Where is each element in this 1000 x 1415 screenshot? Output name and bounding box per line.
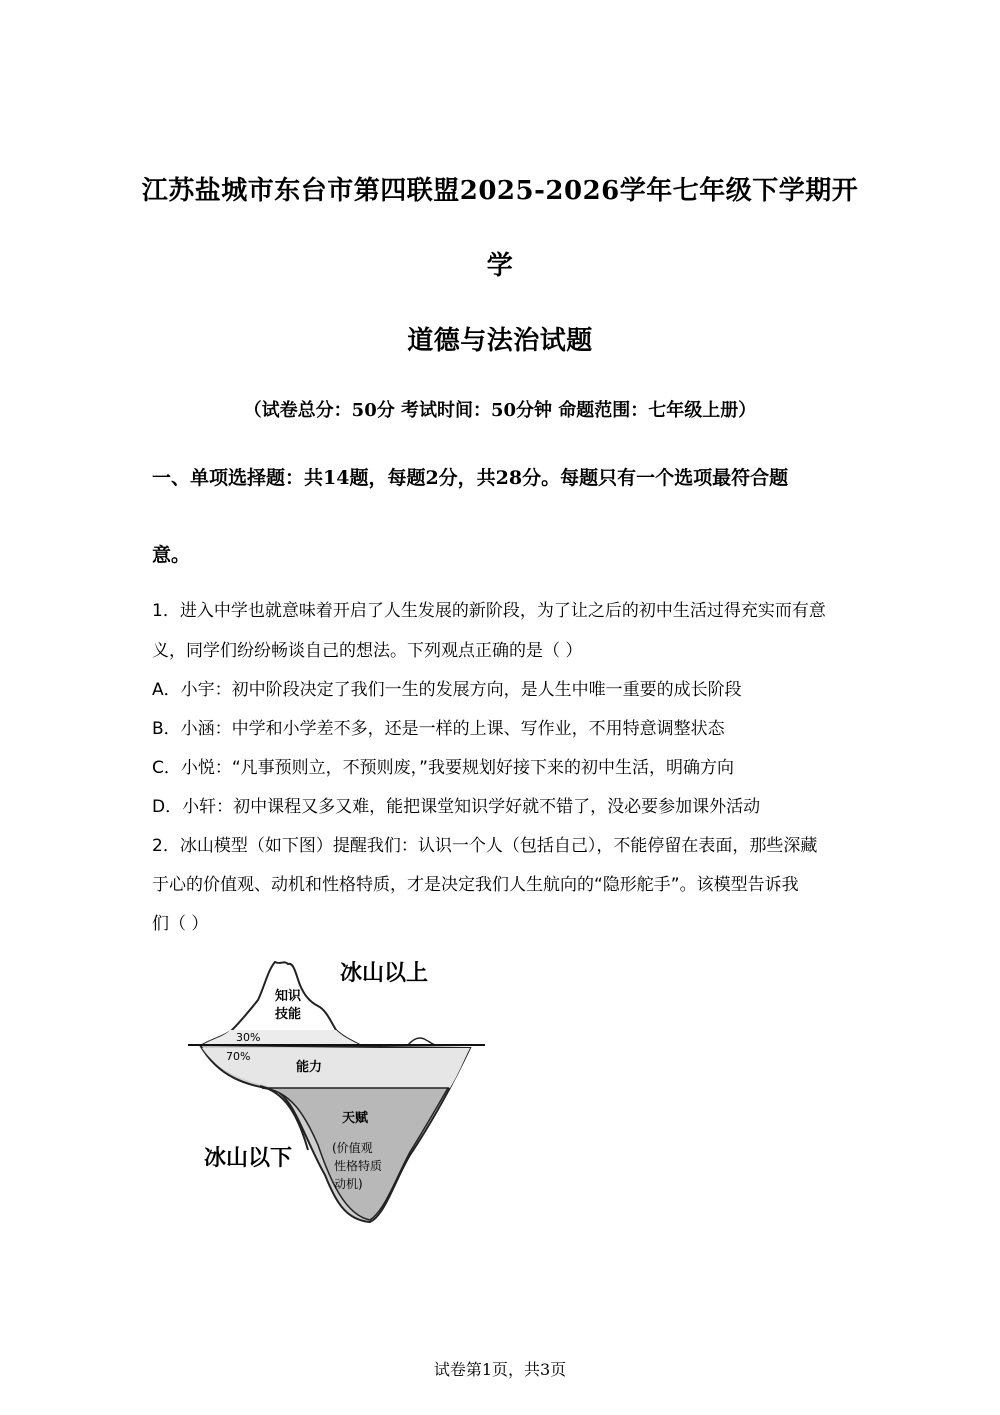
label-below-water: 冰山以下	[204, 1146, 293, 1171]
q1-option-b: B．小涵：中学和小学差不多，还是一样的上课、写作业，不用特意调整状态	[152, 719, 725, 739]
title-line-2: 学	[486, 251, 514, 281]
label-30-percent: 30%	[236, 1031, 261, 1044]
label-skill: 技能	[275, 1007, 302, 1022]
q1-option-c: C．小悦：“凡事预则立，不预则废，”我要规划好接下来的初中生活，明确方向	[152, 758, 734, 778]
q2-stem-line-3: 们（ ）	[152, 914, 209, 934]
q1-stem-line-2: 义，同学们纷纷畅谈自己的想法。下列观点正确的是（ ）	[152, 641, 583, 661]
title-line-1: 江苏盐城市东台市第四联盟2025-2026学年七年级下学期开	[141, 176, 859, 206]
label-ability: 能力	[296, 1060, 323, 1075]
section-heading-cont: 意。	[152, 544, 191, 566]
label-traits: 性格特质	[334, 1159, 383, 1173]
ice-floe	[408, 1038, 435, 1045]
label-above-water: 冰山以上	[340, 961, 429, 986]
label-motive: 动机)	[334, 1177, 363, 1191]
q1-stem-line-1: 1．进入中学也就意味着开启了人生发展的新阶段，为了让之后的初中生活过得充实而有意	[152, 601, 826, 621]
q1-option-a: A．小宇：初中阶段决定了我们一生的发展方向，是人生中唯一重要的成长阶段	[152, 680, 742, 700]
page-footer: 试卷第1页，共3页	[433, 1360, 567, 1379]
exam-info: （试卷总分：50分 考试时间：50分钟 命题范围：七年级上册）	[243, 400, 757, 421]
q2-stem-line-2: 于心的价值观、动机和性格特质，才是决定我们人生航向的“隐形舵手”。该模型告诉我	[152, 875, 799, 895]
iceberg-diagram	[180, 940, 500, 1240]
label-talent: 天赋	[342, 1111, 369, 1126]
percent-band	[202, 1030, 360, 1045]
label-values: (价值观	[332, 1141, 373, 1155]
label-70-percent: 70%	[226, 1050, 251, 1063]
subject-title: 道德与法治试题	[407, 326, 593, 356]
q2-stem-line-1: 2．冰山模型（如下图）提醒我们：认识一个人（包括自己），不能停留在表面，那些深藏	[152, 836, 818, 856]
label-knowledge: 知识	[275, 989, 302, 1004]
q1-option-d: D．小轩：初中课程又多又难，能把课堂知识学好就不错了，没必要参加课外活动	[152, 797, 761, 817]
section-heading: 一、单项选择题：共14题，每题2分，共28分。每题只有一个选项最符合题	[152, 467, 789, 489]
